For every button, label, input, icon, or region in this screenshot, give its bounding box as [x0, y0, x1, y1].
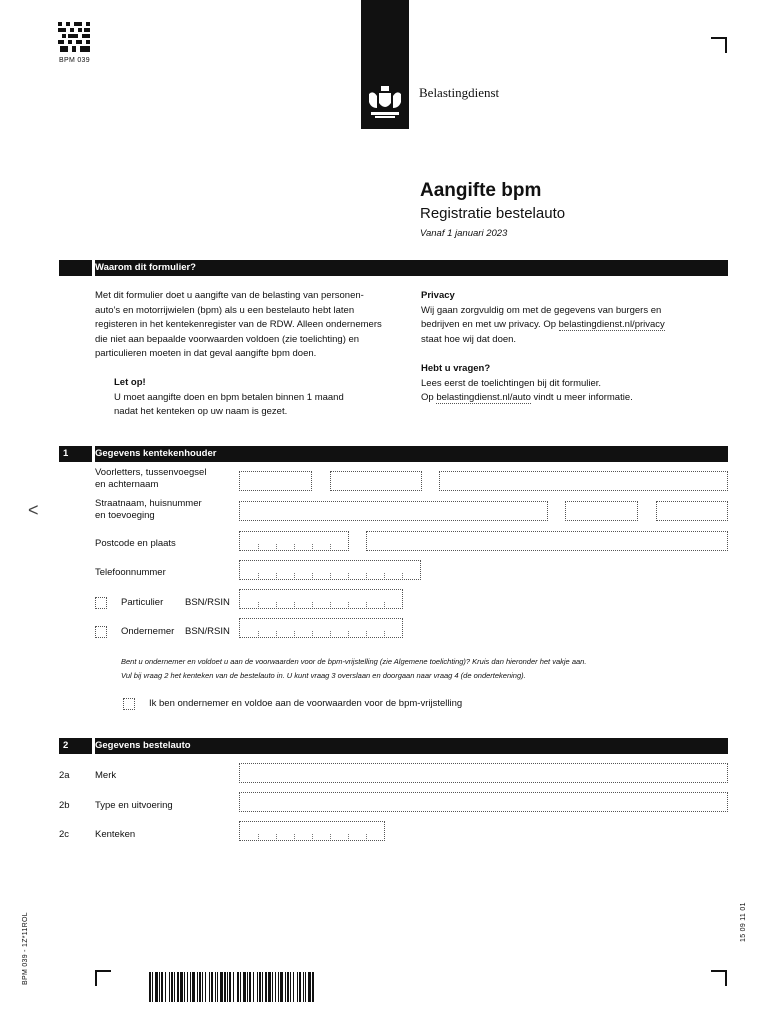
questions-link[interactable]: belastingdienst.nl/auto	[436, 392, 531, 403]
exemption-note	[121, 655, 721, 683]
intro-bar	[59, 260, 728, 276]
page-subtitle: Registratie bestelauto	[420, 205, 566, 222]
label-line: en toevoeging	[95, 510, 155, 521]
bsn-label: BSN/RSIN	[185, 597, 230, 608]
label-line: en achternaam	[95, 479, 159, 490]
logo-bar	[361, 0, 409, 129]
prefix-input[interactable]	[330, 471, 422, 491]
privacy-link[interactable]: belastingdienst.nl/privacy	[558, 319, 665, 330]
postcode-label: Postcode en plaats	[95, 538, 176, 549]
datamatrix-code	[58, 22, 90, 52]
exemption-checkbox[interactable]	[123, 698, 135, 710]
letop-title: Let op!	[114, 377, 146, 388]
intro-line: registeren in het kentekenregister van de RDW. Alleen ondernemers	[95, 319, 382, 330]
house-number-addition-input[interactable]	[656, 501, 728, 521]
intro-line: die niet aan bepaalde voorwaarden voldoen (zie toelichting) en	[95, 333, 360, 345]
license-plate-input[interactable]	[239, 821, 385, 841]
intro-line: particulieren moeten in dat geval aangifte bpm doen.	[95, 348, 317, 359]
brand-input[interactable]	[239, 763, 728, 783]
initials-input[interactable]	[239, 471, 312, 491]
phone-label: Telefoonnummer	[95, 567, 166, 578]
phone-input[interactable]	[239, 560, 421, 580]
postcode-input[interactable]	[239, 531, 349, 551]
label-line: Voorletters, tussenvoegsel	[95, 467, 207, 478]
initials-label	[95, 467, 206, 491]
private-label: Particulier	[121, 597, 164, 608]
questions-text: vindt u meer informatie.	[530, 392, 633, 403]
row-number: 2a	[59, 770, 70, 781]
intro-body	[95, 289, 405, 362]
privacy-line: Wij gaan zorgvuldig om met de gegevens van burgers en	[421, 304, 662, 316]
intro-line: Met dit formulier doet u aangifte van de belasting van personen-	[95, 290, 364, 301]
corner-mark-icon	[711, 970, 727, 986]
entrepreneur-label: Ondernemer	[121, 626, 175, 637]
bsn-private-input[interactable]	[239, 589, 403, 609]
surname-input[interactable]	[439, 471, 728, 491]
bsn-label: BSN/RSIN	[185, 626, 230, 637]
page-date: Vanaf 1 januari 2023	[420, 228, 508, 239]
letop-block	[114, 376, 414, 420]
form-code: BPM 039	[59, 57, 90, 64]
row-number: 2b	[59, 800, 70, 811]
questions-title: Hebt u vragen?	[421, 363, 491, 374]
side-mark: <	[28, 500, 39, 520]
corner-mark-icon	[711, 37, 727, 53]
letop-line: U moet aangifte doen en bpm betalen binnen 1 maand	[114, 391, 344, 403]
section1-bar	[59, 446, 728, 462]
section1-number: 1	[63, 448, 69, 459]
questions-text: Op	[421, 392, 437, 403]
barcode	[149, 972, 315, 1002]
footer-left-code: BPM 039 - 1Z*11ROL	[22, 912, 29, 985]
note-line: Vul bij vraag 2 het kenteken van de bestelauto in. U kunt vraag 3 overslaan en doorgaan naar vraag 4 (de ondertekening).	[121, 671, 526, 680]
questions-line	[421, 391, 721, 406]
plate-label: Kenteken	[95, 829, 136, 840]
privacy-line: staat hoe wij dat doen.	[421, 333, 517, 345]
street-label	[95, 498, 202, 522]
city-input[interactable]	[366, 531, 728, 551]
section2-title: Gegevens bestelauto	[95, 740, 191, 751]
label-line: Straatnaam, huisnummer	[95, 498, 202, 509]
row-number: 2c	[59, 829, 70, 840]
street-input[interactable]	[239, 501, 548, 521]
bsn-entrepreneur-input[interactable]	[239, 618, 403, 638]
footer-right-code: 15 09 11 01	[740, 902, 747, 942]
questions-block	[421, 362, 721, 406]
house-number-input[interactable]	[565, 501, 638, 521]
logo-text: Belastingdienst	[419, 85, 500, 100]
note-line: Bent u ondernemer en voldoet u aan de voorwaarden voor de bpm-vrijstelling (zie Algemene toelichting)? Kruis dan hieronder het vakje aan.	[121, 657, 587, 666]
privacy-block	[421, 289, 721, 347]
section2-number: 2	[63, 740, 69, 751]
exemption-label: Ik ben ondernemer en voldoe aan de voorwaarden voor de bpm-vrijstelling	[149, 698, 463, 709]
intro-line: auto’s en motorrijwielen (bpm) als u een bestelauto hebt laten	[95, 304, 355, 316]
section1-title: Gegevens kentekenhouder	[95, 448, 217, 459]
type-input[interactable]	[239, 792, 728, 812]
type-label: Type en uitvoering	[95, 800, 173, 811]
privacy-line	[421, 318, 721, 333]
questions-line: Lees eerst de toelichtingen bij dit formulier.	[421, 377, 602, 389]
page-title: Aangifte bpm	[420, 180, 542, 201]
privacy-text: bedrijven en met uw privacy. Op	[421, 319, 559, 330]
section2-bar	[59, 738, 728, 754]
intro-bar-label: Waarom dit formulier?	[95, 262, 196, 273]
privacy-title: Privacy	[421, 290, 455, 301]
corner-mark-icon	[95, 970, 111, 986]
letop-line: nadat het kenteken op uw naam is gezet.	[114, 406, 288, 417]
brand-label: Merk	[95, 770, 117, 781]
coat-of-arms-icon	[367, 84, 403, 122]
entrepreneur-checkbox[interactable]	[95, 626, 107, 638]
private-checkbox[interactable]	[95, 597, 107, 609]
